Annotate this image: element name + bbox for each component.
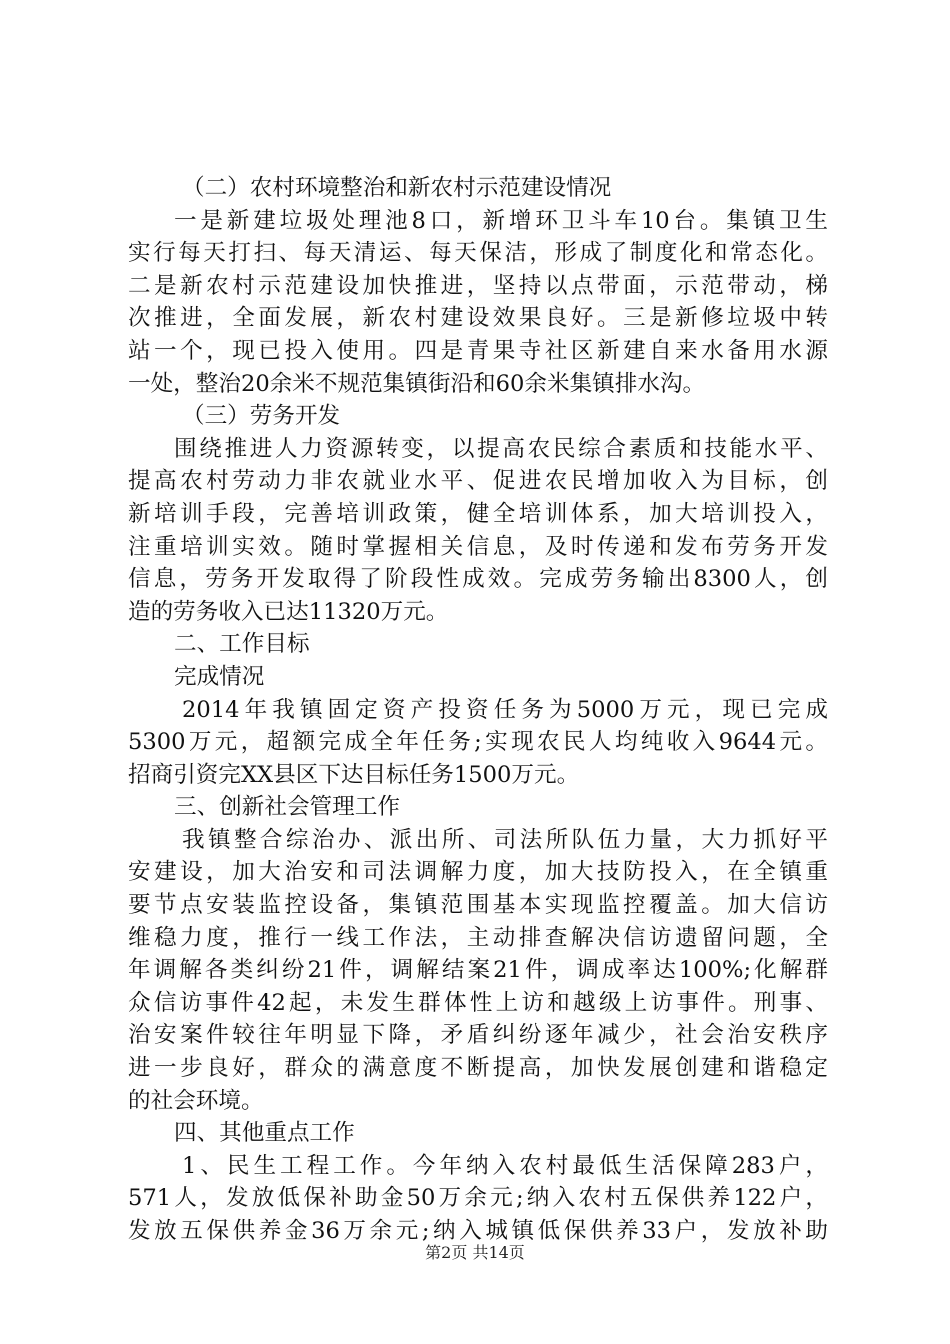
- text-line: 众信访事件42起，未发生群体性上访和越级上访事件。刑事、: [128, 989, 828, 1016]
- text-line: 维稳力度，推行一线工作法，主动排查解决信访遗留问题，全: [128, 924, 828, 951]
- text-line: 发放五保供养金36万余元;纳入城镇低保供养33户，发放补助: [128, 1218, 828, 1244]
- text-line: 围绕推进人力资源转变，以提高农民综合素质和技能水平、: [174, 435, 828, 462]
- text-line: 次推进，全面发展，新农村建设效果良好。三是新修垃圾中转: [128, 305, 828, 332]
- text-line: 四、其他重点工作: [174, 1120, 355, 1147]
- text-line: （三）劳务开发: [182, 403, 341, 430]
- text-line: 二是新农村示范建设加快推进，坚持以点带面，示范带动，梯: [128, 272, 828, 299]
- text-line: 信息，劳务开发取得了阶段性成效。完成劳务输出8300人，创: [128, 566, 828, 593]
- text-line: 造的劳务收入已达11320万元。: [128, 598, 449, 625]
- text-line: 我镇整合综治办、派出所、司法所队伍力量，大力抓好平: [182, 826, 828, 853]
- text-line: 571人，发放低保补助金50万余元;纳入农村五保供养122户，: [128, 1185, 828, 1212]
- text-line: 年调解各类纠纷21件，调解结案21件，调成率达100%;化解群: [128, 957, 828, 984]
- text-line: 安建设，加大治安和司法调解力度，加大技防投入，在全镇重: [128, 859, 828, 886]
- text-line: 实行每天打扫、每天清运、每天保洁，形成了制度化和常态化。: [128, 240, 828, 267]
- text-line: 完成情况: [174, 663, 265, 690]
- text-line: 招商引资完XX县区下达目标任务1500万元。: [128, 761, 580, 788]
- text-line: 一处，整治20余米不规范集镇街沿和60余米集镇排水沟。: [128, 370, 706, 397]
- text-line: 新培训手段，完善培训政策，健全培训体系，加大培训投入，: [128, 500, 828, 527]
- text-line: 提高农村劳动力非农就业水平、促进农民增加收入为目标，创: [128, 468, 828, 495]
- text-line: 2014年我镇固定资产投资任务为5000万元，现已完成: [182, 696, 828, 723]
- document-body: [128, 172, 828, 1248]
- text-line: 要节点安装监控设备，集镇范围基本实现监控覆盖。加大信访: [128, 892, 828, 919]
- text-line: （二）农村环境整治和新农村示范建设情况: [182, 175, 612, 201]
- text-line: 1、民生工程工作。今年纳入农村最低生活保障283户，: [182, 1152, 828, 1179]
- text-line: 的社会环境。: [128, 1087, 264, 1114]
- text-line: 一是新建垃圾处理池8口，新增环卫斗车10台。集镇卫生: [174, 207, 828, 234]
- text-line: 注重培训实效。随时掌握相关信息，及时传递和发布劳务开发: [128, 533, 828, 560]
- page-number: 第2页 共14页: [425, 1243, 525, 1262]
- text-line: 站一个，现已投入使用。四是青果寺社区新建自来水备用水源: [128, 337, 828, 364]
- text-line: 进一步良好，群众的满意度不断提高，加快发展创建和谐稳定: [128, 1055, 828, 1082]
- text-line: 治安案件较往年明显下降，矛盾纠纷逐年减少，社会治安秩序: [128, 1022, 828, 1049]
- text-line: 5300万元，超额完成全年任务;实现农民人均纯收入9644元。: [128, 729, 828, 756]
- page-footer: [0, 1242, 950, 1264]
- text-line: 二、工作目标: [174, 631, 310, 658]
- text-line: 三、创新社会管理工作: [174, 794, 400, 821]
